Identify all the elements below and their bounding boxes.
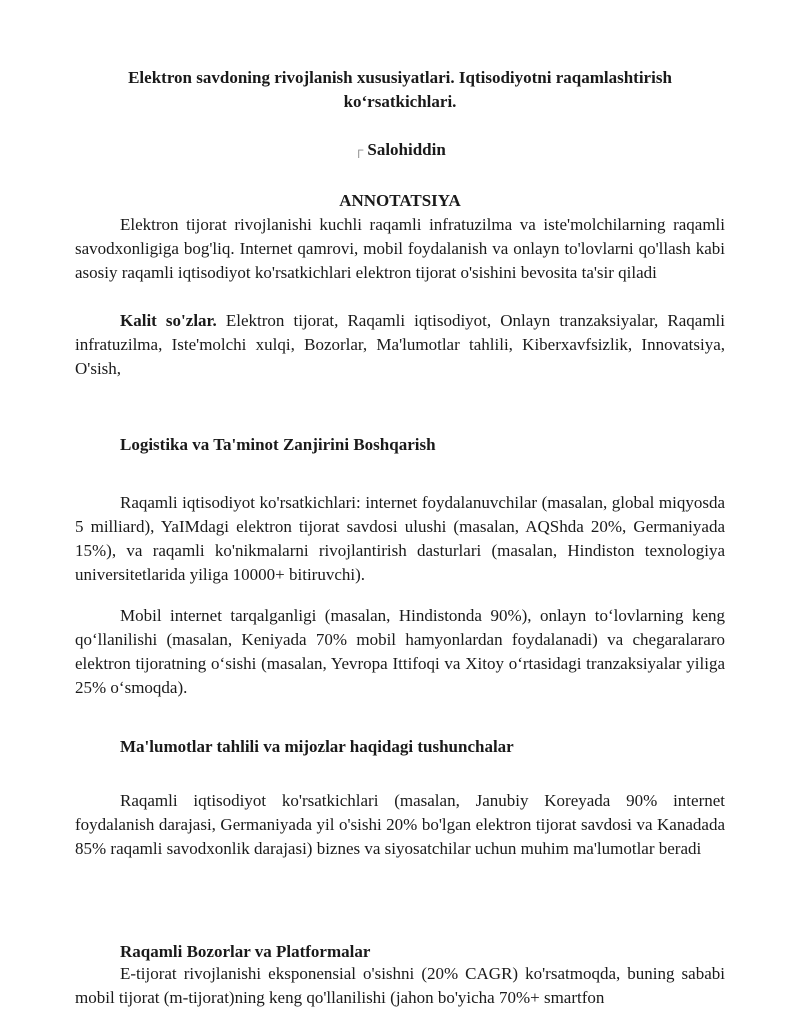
footnote-mark-icon: ┌ [354,142,364,157]
section-heading: Raqamli Bozorlar va Platformalar [120,942,371,961]
keywords-paragraph [75,309,725,381]
section-paragraph: Mobil internet tarqalganligi (masalan, Hindistonda 90%), onlayn to‘lovlarning keng qo‘llanilishi (masalan, Keniyada 70% mobil hamyonlardan foydalanadi) va chegaralararo elektron tijoratning o‘sishi (masalan, Yevropa Ittifoqi va Xitoy o‘rtasidagi tranzaksiyalar yiliga 25% o‘smoqda). [75,606,725,697]
annotation-heading: ANNOTATSIYA [339,191,461,210]
keywords-label: Kalit so'zlar. [120,311,217,330]
section-paragraph: Raqamli iqtisodiyot ko'rsatkichlari: internet foydalanuvchilar (masalan, global miqyosda 5 milliard), YaIMdagi elektron tijorat savdosi ulushi (masalan, AQShda 20%, Germaniyada 15%), va raqamli ko'nikmalarni rivojlantirish dasturlari (masalan, Hindiston texnologiya universitetlarida yiliga 10000+ bitiruvchi). [75,493,725,584]
section-paragraph: E-tijorat rivojlanishi eksponensial o'sishni (20% CAGR) ko'rsatmoqda, buning sababi mobil tijorat (m-tijorat)ning keng qo'llanilishi (jahon bo'yicha 70%+ smartfon [75,964,725,1007]
author-name: Salohiddin [367,140,446,159]
annotation-text: Elektron tijorat rivojlanishi kuchli raqamli infratuzilma va iste'molchilarning raqamli savodxonligiga bog'liq. Internet qamrovi, mobil foydalanish va onlayn to'lovlarni qo'llash kabi asosiy raqamli iqtisodiyot ko'rsatkichlari elektron tijorat o'sishini bevosita ta'sir qiladi [75,215,725,282]
keywords-text: Elektron tijorat, Raqamli iqtisodiyot, Onlayn tranzaksiyalar, Raqamli infratuzilma, Iste'molchi xulqi, Bozorlar, Ma'lumotlar tahlili, Kiberxavfsizlik, Innovatsiya, O'sish, [75,311,725,378]
section-heading: Logistika va Ta'minot Zanjirini Boshqarish [120,435,436,454]
section-heading: Ma'lumotlar tahlili va mijozlar haqidagi tushunchalar [120,737,514,756]
section-paragraph: Raqamli iqtisodiyot ko'rsatkichlari (masalan, Janubiy Koreyada 90% internet foydalanish darajasi, Germaniyada yil o'sishi 20% bo'lgan elektron tijorat savdosi va Kanadada 85% raqamli savodxonlik darajasi) biznes va siyosatchilar uchun muhim ma'lumotlar beradi [75,791,725,858]
author-line [75,138,725,162]
document-title: Elektron savdoning rivojlanish xususiyatlari. Iqtisodiyotni raqamlashtirish ko‘rsatkichlari. [128,68,672,111]
